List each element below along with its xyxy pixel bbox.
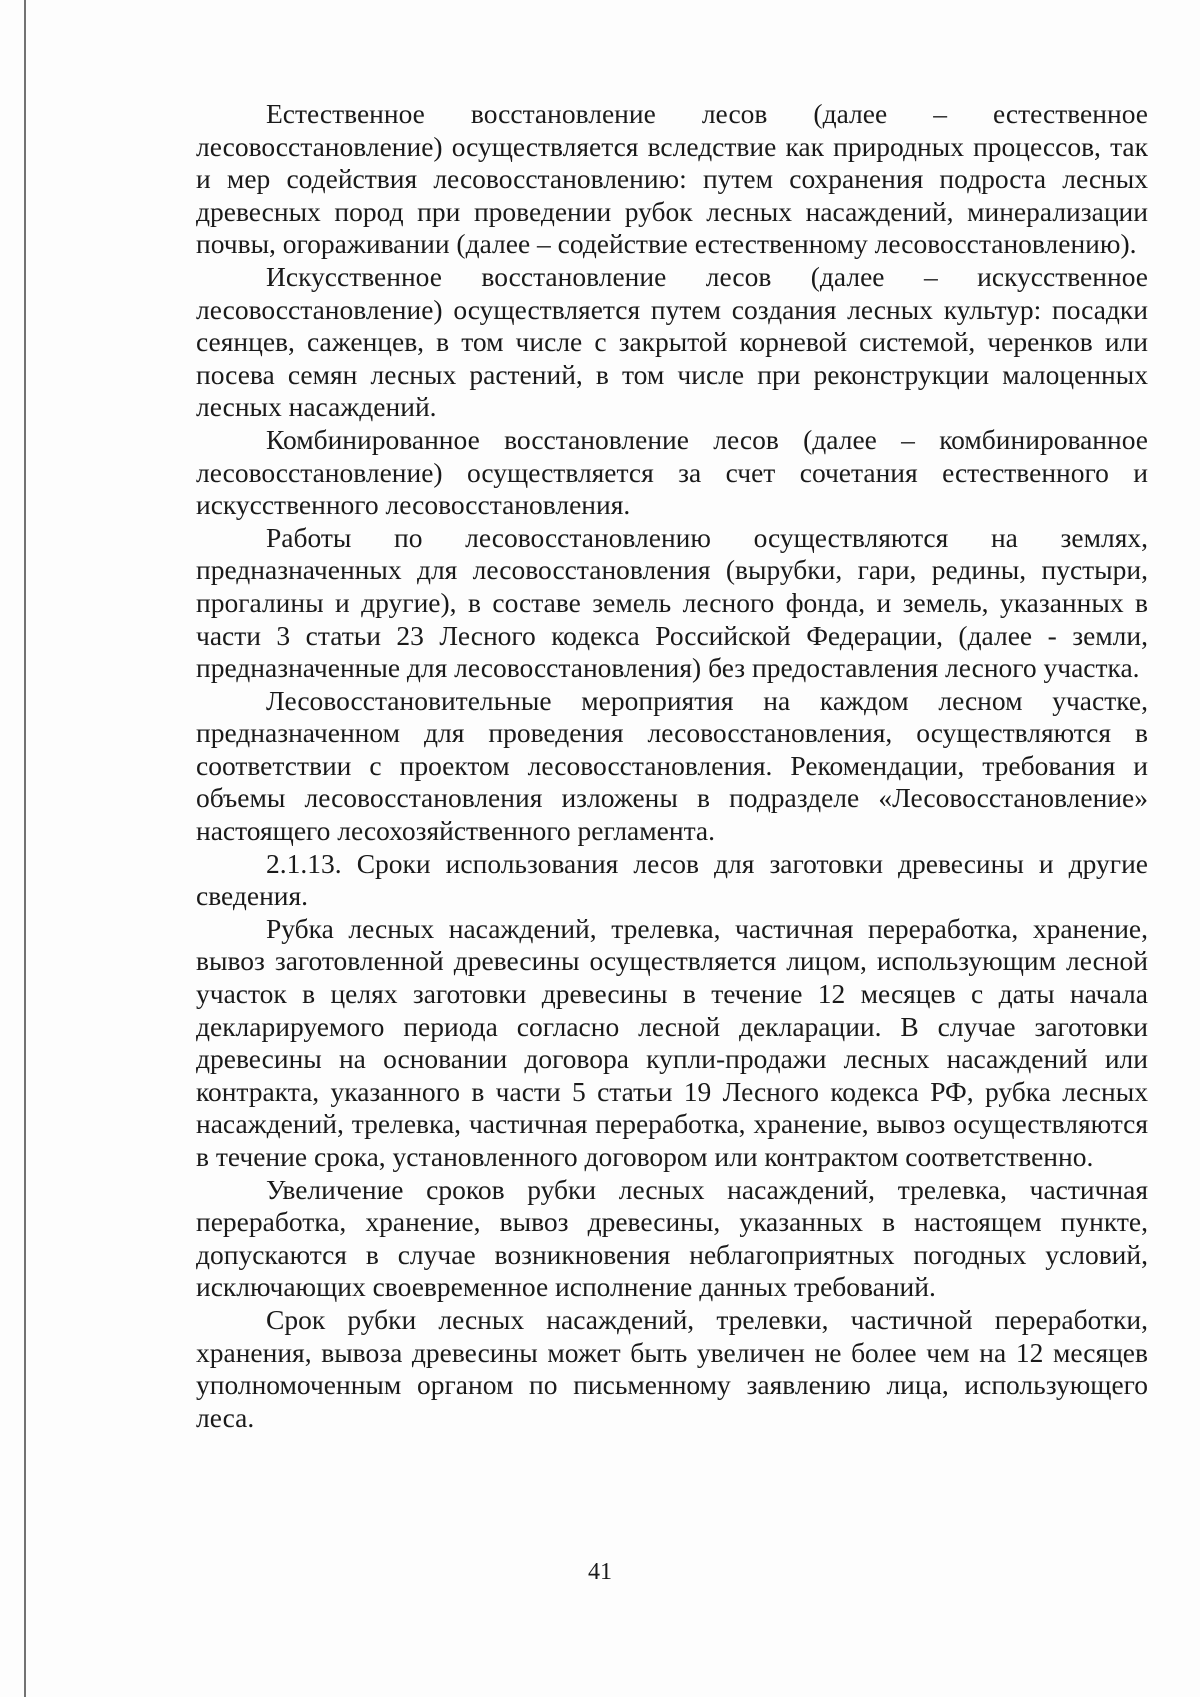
document-body (196, 98, 1148, 1434)
paragraph-natural-reforestation: Естественное восстановление лесов (далее – естественное лесовосстановление) осуществляется вследствие как природных процессов, так и мер содействия лесовосстановлению: путем сохранения подроста лесных древесных пород при проведении рубок лесных насаждений, минерализации почвы, огораживании (далее – содействие естественному лесовосстановлению). (196, 98, 1148, 260)
paragraph-artificial-reforestation: Искусственное восстановление лесов (далее – искусственное лесовосстановление) осуществляется путем создания лесных культур: посадки сеянцев, саженцев, в том числе с закрытой корневой системой, черенков или посева семян лесных растений, в том числе при реконструкции малоценных лесных насаждений. (196, 260, 1148, 423)
paragraph-max-extension: Срок рубки лесных насаждений, трелевки, частичной переработки, хранения, вывоза древесины может быть увеличен не более чем на 12 месяцев уполномоченным органом по письменному заявлению лица, использующего леса. (196, 1303, 1148, 1433)
paragraph-combined-reforestation: Комбинированное восстановление лесов (далее – комбинированное лесовосстановление) осуществляется за счет сочетания естественного и искусственного лесовосстановления. (196, 423, 1148, 521)
paragraph-reforestation-measures: Лесовосстановительные мероприятия на каждом лесном участке, предназначенном для проведения лесовосстановления, осуществляются в соответствии с проектом лесовосстановления. Рекомендации, требования и объемы лесовосстановления изложены в подразделе «Лесовосстановление» настоящего лесохозяйственного регламента. (196, 684, 1148, 847)
paragraph-logging-terms: Рубка лесных насаждений, трелевка, частичная переработка, хранение, вывоз заготовленной древесины осуществляется лицом, использующим лесной участок в целях заготовки древесины в течение 12 месяцев с даты начала декларируемого периода согласно лесной декларации. В случае заготовки древесины на основании договора купли-продажи лесных насаждений или контракта, указанного в части 5 статьи 19 Лесного кодекса РФ, рубка лесных насаждений, трелевка, частичная переработка, хранение, вывоз осуществляются в течение срока, установленного договором или контрактом соответственно. (196, 912, 1148, 1172)
paragraph-term-extension: Увеличение сроков рубки лесных насаждений, трелевка, частичная переработка, хранение, вывоз древесины, указанных в настоящем пункте, допускаются в случае возникновения неблагоприятных погодных условий, исключающих своевременное исполнение данных требований. (196, 1173, 1148, 1303)
page-number: 41 (588, 1559, 612, 1585)
paragraph-reforestation-lands: Работы по лесовосстановлению осуществляются на землях, предназначенных для лесовосстановления (вырубки, гари, редины, пустыри, прогалины и другие), в составе земель лесного фонда, и земель, указанных в части 3 статьи 23 Лесного кодекса Российской Федерации, (далее - земли, предназначенные для лесовосстановления) без предоставления лесного участка. (196, 521, 1148, 684)
scan-edge-line (24, 0, 26, 1697)
section-heading-2-1-13: 2.1.13. Сроки использования лесов для заготовки древесины и другие сведения. (196, 847, 1148, 912)
